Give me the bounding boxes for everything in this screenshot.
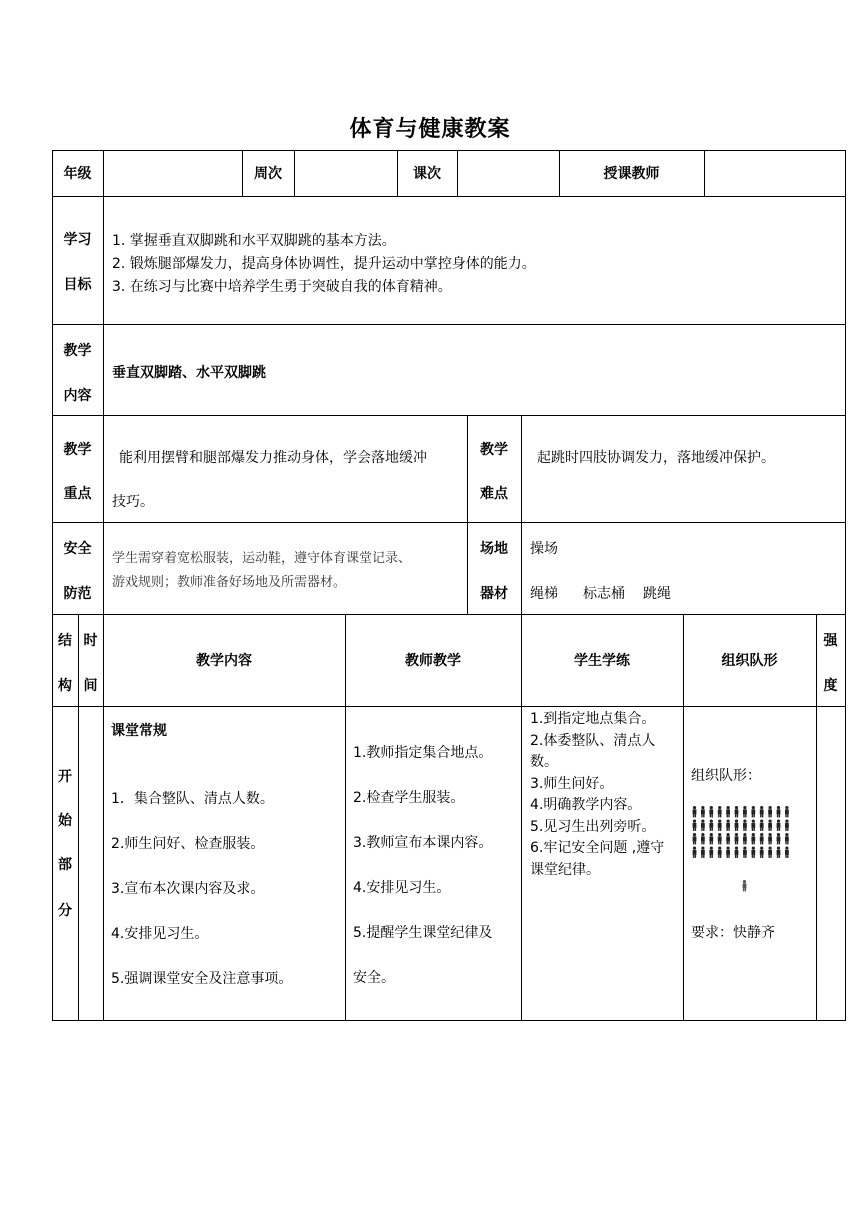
student-icon	[785, 820, 789, 831]
student-icon	[743, 833, 747, 844]
student-icon	[743, 820, 747, 831]
teacher-label: 授课教师	[603, 166, 660, 182]
list-item: 5.强调课堂安全及注意事项。	[111, 971, 293, 987]
student-icon	[701, 806, 705, 817]
student-icon	[735, 833, 739, 844]
student-icon	[701, 833, 705, 844]
grade-label: 年级	[63, 166, 92, 182]
student-icon	[777, 820, 781, 831]
student-icon	[777, 833, 781, 844]
student-icon	[701, 820, 705, 831]
list-item: 6.牢记安全问题 ,遵守	[530, 840, 665, 856]
list-item: 数。	[530, 754, 558, 770]
student-icon	[726, 833, 730, 844]
column-header-intensity: 强 度	[823, 633, 838, 694]
student-icon	[751, 847, 755, 858]
student-icon	[768, 833, 772, 844]
student-icon	[751, 806, 755, 817]
list-item: 2.师生问好、检查服装。	[111, 836, 265, 852]
content-title: 课堂常规	[111, 723, 167, 739]
start-section-label: 开 始 部 分	[58, 769, 72, 919]
start-section-time[interactable]	[78, 706, 103, 1020]
venue-label: 场地 器材	[480, 541, 508, 602]
equipment-item: 绳梯	[530, 586, 558, 602]
list-item: 2. 锻炼腿部爆发力，提高身体协调性，提升运动中掌控身体的能力。	[112, 256, 536, 272]
student-icon	[701, 847, 705, 858]
student-icon	[735, 847, 739, 858]
list-item: 2.体委整队、清点人	[530, 732, 656, 749]
teacher-value[interactable]	[704, 150, 845, 196]
column-header-content: 教学内容	[196, 653, 252, 669]
student-icon	[718, 833, 722, 844]
student-icon	[768, 820, 772, 831]
student-icon	[718, 820, 722, 831]
student-icon	[743, 806, 747, 817]
difficulty-value: 起跳时四肢协调发力，落地缓冲保护。	[537, 450, 775, 466]
page-title: 体育与健康教案	[349, 117, 511, 142]
student-icon	[709, 833, 713, 844]
objectives-list	[112, 230, 832, 299]
list-item: 3.教师宣布本课内容。	[353, 835, 493, 851]
key-points-line2: 技巧。	[112, 494, 154, 510]
student-icon	[726, 806, 730, 817]
equipment-item: 跳绳	[643, 586, 671, 602]
column-header-student: 学生学练	[574, 653, 630, 669]
content-label: 教学 内容	[63, 343, 92, 404]
student-icon	[768, 847, 772, 858]
student-icon	[718, 847, 722, 858]
student-icon	[718, 806, 722, 817]
student-icon	[751, 820, 755, 831]
column-header-structure: 结 构	[58, 633, 72, 694]
venue-value: 操场	[530, 541, 558, 557]
content-value: 垂直双脚踏、水平双脚跳	[112, 365, 266, 381]
list-item: 1.教师指定集合地点。	[353, 745, 493, 761]
column-header-teacher: 教师教学	[405, 653, 461, 669]
column-header-formation: 组织队形	[721, 653, 778, 669]
list-item: 3.宣布本次课内容及求。	[111, 881, 265, 897]
list-item: 1.到指定地点集合。	[530, 711, 656, 727]
week-label: 周次	[254, 166, 282, 182]
difficulty-label: 教学 难点	[480, 442, 508, 502]
lesson-label: 课次	[413, 166, 441, 182]
student-icon	[735, 806, 739, 817]
student-icon	[709, 847, 713, 858]
student-icon	[760, 820, 764, 831]
list-item: 4.安排见习生。	[353, 880, 451, 896]
list-item: 3. 在练习与比赛中培养学生勇于突破自我的体育精神。	[112, 279, 452, 295]
key-points-label: 教学 重点	[63, 442, 92, 502]
list-item: 1. 掌握垂直双脚跳和水平双脚跳的基本方法。	[112, 233, 396, 249]
list-item: 安全。	[353, 970, 395, 986]
list-item: 1．集合整队、清点人数。	[111, 791, 274, 807]
teacher-items	[353, 742, 492, 1012]
list-item: 5.见习生出列旁听。	[530, 818, 656, 835]
list-item: 4.明确教学内容。	[530, 797, 642, 813]
student-icon	[735, 820, 739, 831]
student-icon	[726, 820, 730, 831]
student-icon	[751, 833, 755, 844]
student-icon	[693, 806, 697, 817]
formation-diagram	[690, 805, 800, 897]
list-item: 课堂纪律。	[530, 861, 600, 878]
column-header-time: 时 间	[83, 633, 98, 694]
safety-label: 安全 防范	[63, 541, 92, 602]
student-icon	[785, 806, 789, 817]
student-icon	[693, 820, 697, 831]
student-icon	[709, 806, 713, 817]
week-value[interactable]	[294, 150, 397, 196]
student-icon	[709, 820, 713, 831]
student-icon	[743, 847, 747, 858]
objectives-label: 学习 目标	[63, 232, 92, 293]
student-icon	[785, 847, 789, 858]
formation-label: 组织队形：	[691, 768, 761, 784]
list-item: 2.检查学生服装。	[353, 790, 465, 806]
grade-value[interactable]	[103, 150, 242, 196]
teacher-icon	[743, 880, 747, 891]
lesson-value[interactable]	[457, 150, 559, 196]
student-icon	[693, 847, 697, 858]
equipment-item: 标志桶	[583, 586, 625, 602]
student-icon	[760, 806, 764, 817]
student-icon	[760, 847, 764, 858]
key-points-line1: 能利用摆臂和腿部爆发力推动身体，学会落地缓冲	[119, 450, 427, 466]
student-icon	[726, 847, 730, 858]
list-item: 5.提醒学生课堂纪律及	[353, 925, 493, 941]
content-items	[111, 788, 292, 1013]
student-items	[530, 709, 664, 881]
student-icon	[768, 806, 772, 817]
start-section-intensity[interactable]	[816, 706, 845, 1020]
list-item: 4.安排见习生。	[111, 926, 209, 942]
formation-requirement: 要求：快静齐	[691, 925, 775, 941]
student-icon	[777, 847, 781, 858]
student-icon	[693, 833, 697, 844]
student-icon	[760, 833, 764, 844]
safety-value: 学生需穿着宽松服装，运动鞋，遵守体育课堂记录、 游戏规则；教师准备好场地及所需器材。	[112, 551, 412, 590]
student-icon	[777, 806, 781, 817]
student-icon	[785, 833, 789, 844]
list-item: 3.师生问好。	[530, 775, 614, 792]
